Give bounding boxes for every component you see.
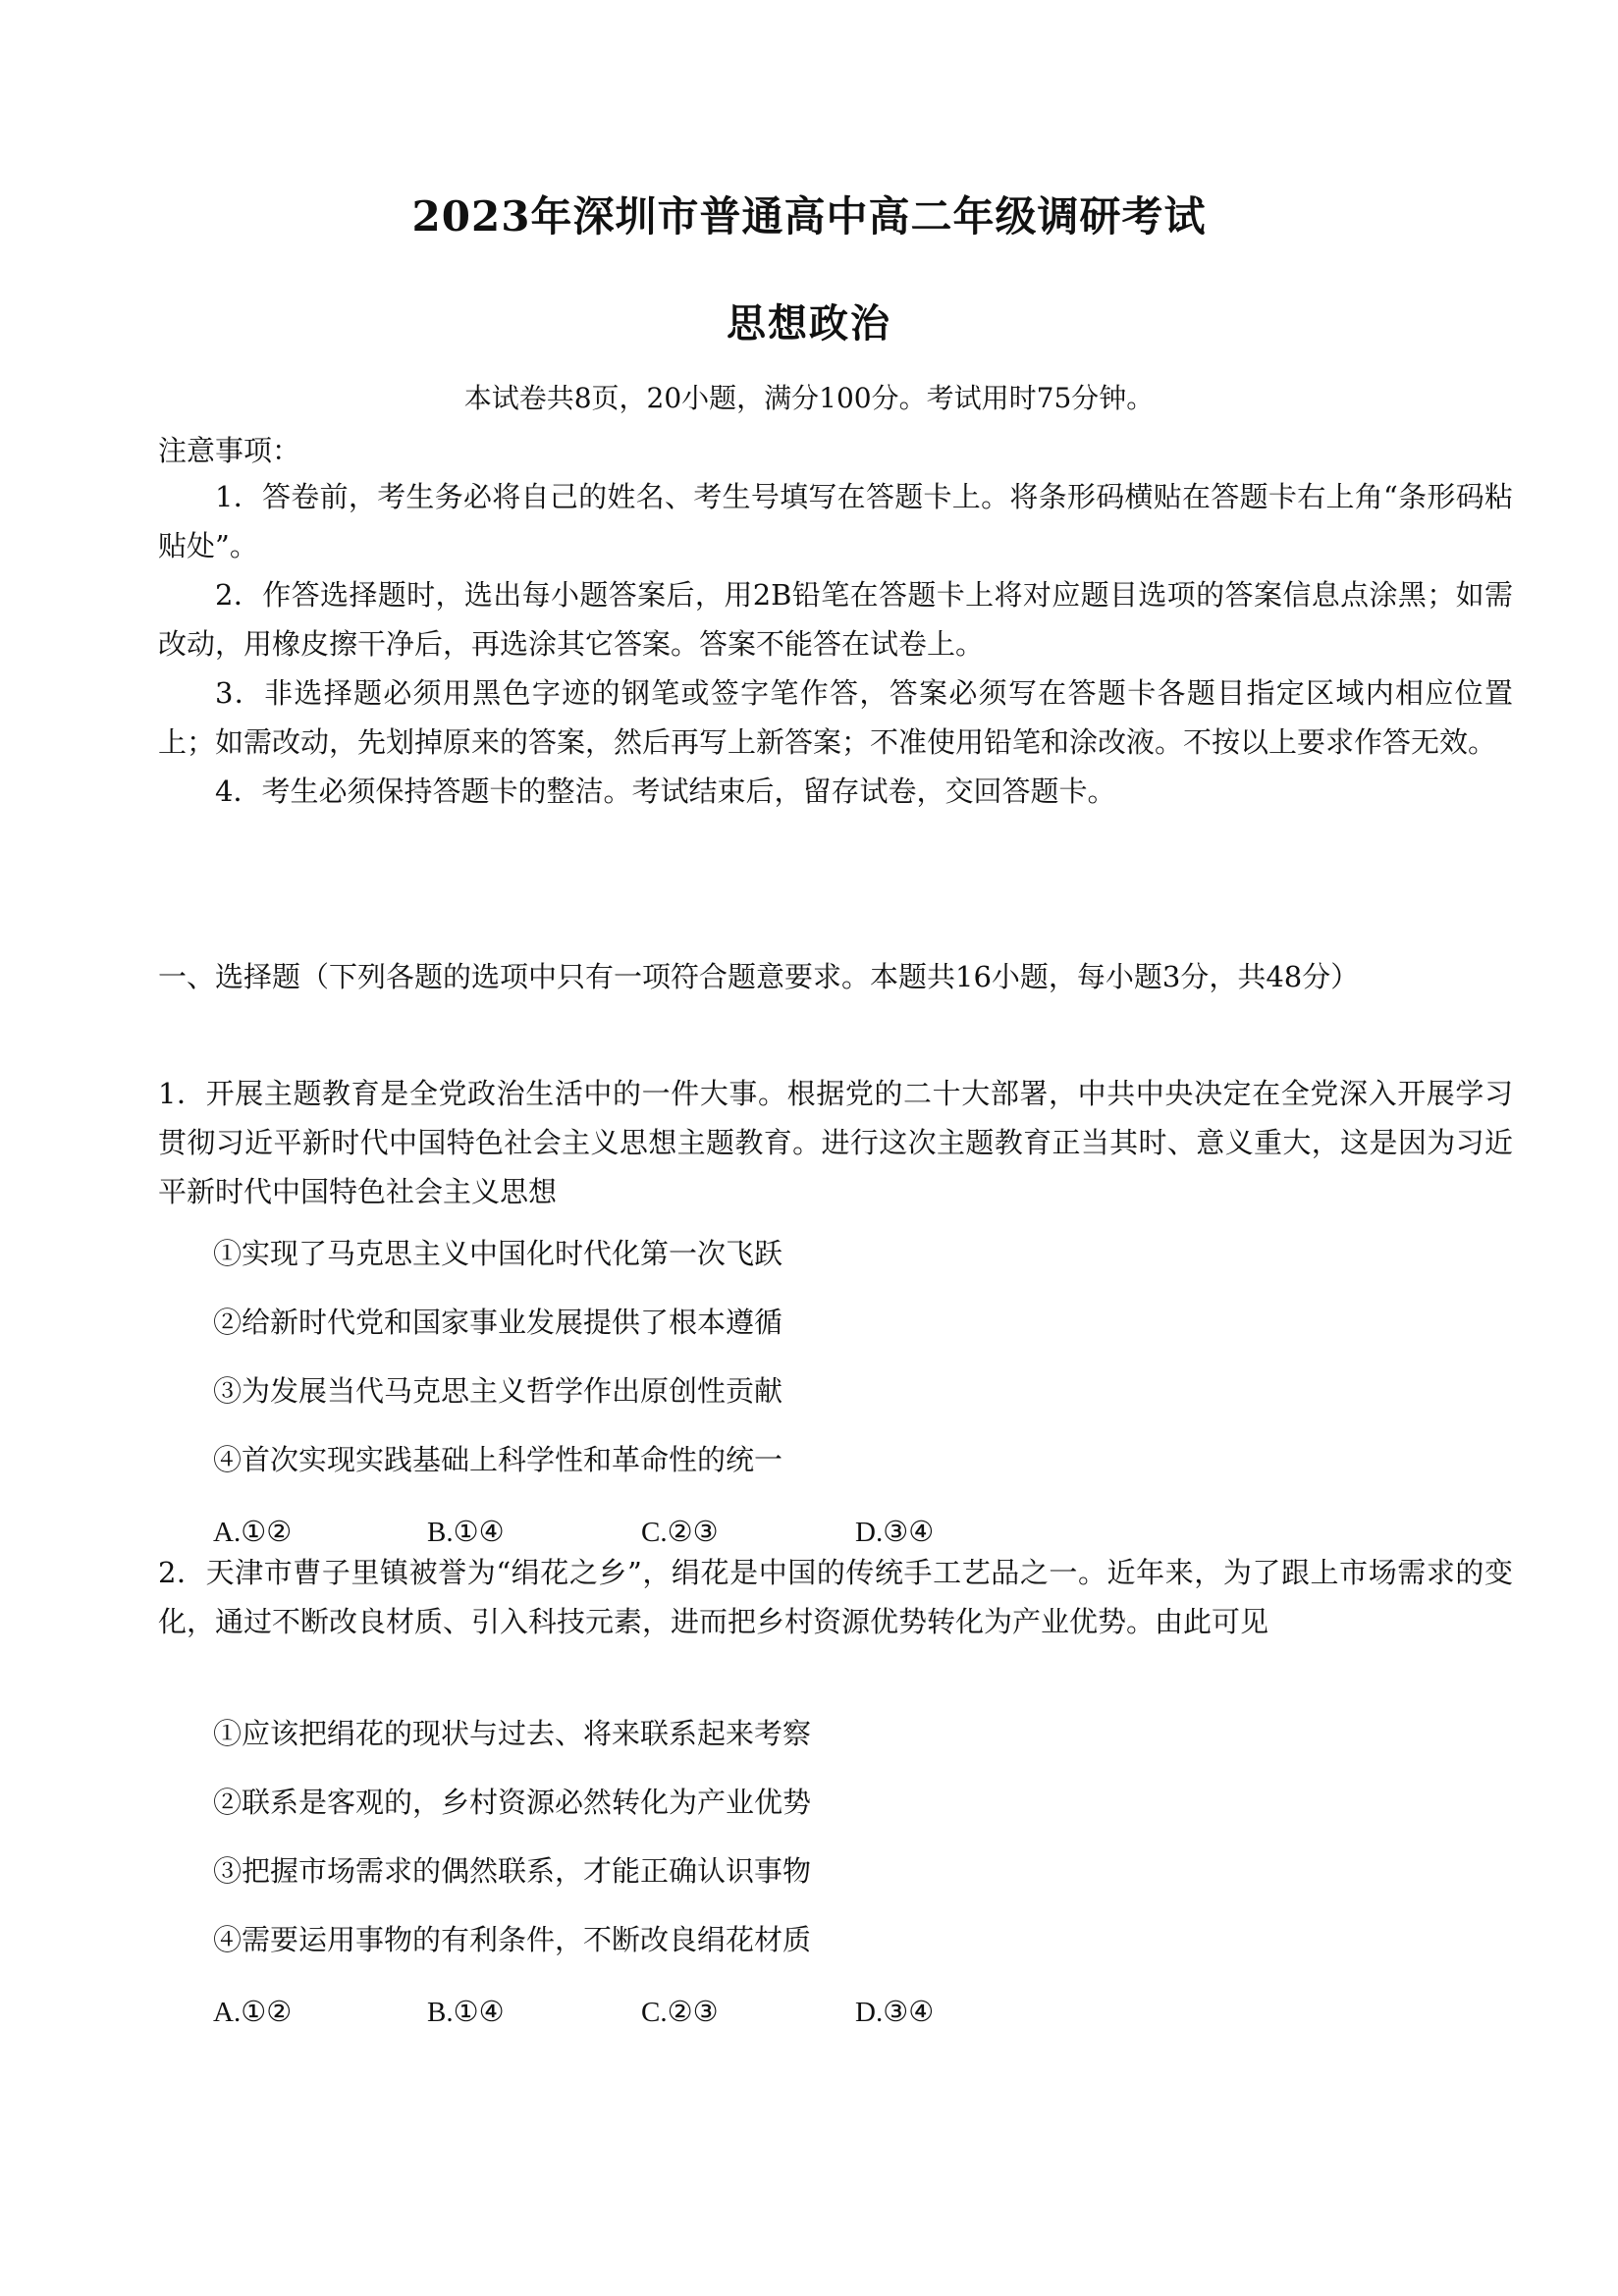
question-1-options [158,1229,1513,1557]
choice-c: C.②③ [641,1517,719,1548]
statement-item: ④需要运用事物的有利条件，不断改良绢花材质 [213,1923,812,1956]
choice-c: C.②③ [641,1997,719,2028]
statement-item: ①实现了马克思主义中国化时代化第一次飞跃 [213,1237,783,1270]
choice-a: A.①② [213,1997,293,2028]
choice-d: D.③④ [855,1997,935,2028]
statement-item: ④首次实现实践基础上科学性和革命性的统一 [213,1443,783,1476]
choice-b: B.①④ [427,1997,505,2028]
statement-item: ③把握市场需求的偶然联系，才能正确认识事物 [213,1854,812,1888]
question-stem: 2．天津市曹子里镇被誉为“绢花之乡”，绢花是中国的传统手工艺品之一。近年来，为了跟上市场需求的变化，通过不断改良材质、引入科技元素，进而把乡村资源优势转化为产业优势。由此可见 [158,1556,1513,1638]
note-item: 3．非选择题必须用黑色字迹的钢笔或签字笔作答，答案必须写在答题卡各题目指定区域内相应位置上；如需改动，先划掉原来的答案，然后再写上新答案；不准使用铅笔和涂改液。不按以上要求作答无效。 [158,676,1513,759]
note-item: 2．作答选择题时，选出每小题答案后，用2B铅笔在答题卡上将对应题目选项的答案信息点涂黑；如需改动，用橡皮擦干净后，再选涂其它答案。答案不能答在试卷上。 [158,578,1513,661]
subject-title: 思想政治 [727,300,891,347]
notes-heading-text: 注意事项： [158,434,301,467]
question-2-options [158,1709,1513,2037]
choice-b: B.①④ [427,1517,505,1548]
notes-list [158,472,1513,816]
note-item: 4．考生必须保持答题卡的整洁。考试结束后，留存试卷，交回答题卡。 [215,774,1116,808]
statement-item: ③为发展当代马克思主义哲学作出原创性贡献 [213,1374,783,1408]
exam-title: 2023年深圳市普通高中高二年级调研考试 [411,192,1207,240]
note-item: 1．答卷前，考生务必将自己的姓名、考生号填写在答题卡上。将条形码横贴在答题卡右上角“条形码粘贴处”。 [158,480,1513,562]
question-2-stem [158,1548,1513,1646]
section-heading-text: 一、选择题（下列各题的选项中只有一项符合题意要求。本题共16小题，每小题3分，共48分） [158,960,1360,993]
notes-heading [158,426,1513,475]
statement-item: ②联系是客观的，乡村资源必然转化为产业优势 [213,1786,812,1819]
statement-item: ①应该把绢花的现状与过去、将来联系起来考察 [213,1717,812,1750]
answer-choices [158,1988,1513,2037]
section-heading [158,952,1513,1001]
choice-a: A.①② [213,1517,293,1548]
statement-item: ②给新时代党和国家事业发展提供了根本遵循 [213,1306,783,1339]
exam-info: 本试卷共8页，20小题，满分100分。考试用时75分钟。 [463,382,1155,414]
choice-d: D.③④ [855,1517,935,1548]
question-stem: 1．开展主题教育是全党政治生活中的一件大事。根据党的二十大部署，中共中央决定在全党深入开展学习贯彻习近平新时代中国特色社会主义思想主题教育。进行这次主题教育正当其时、意义重大，这是因为习近平新时代中国特色社会主义思想 [158,1077,1513,1208]
question-1-stem [158,1069,1513,1216]
